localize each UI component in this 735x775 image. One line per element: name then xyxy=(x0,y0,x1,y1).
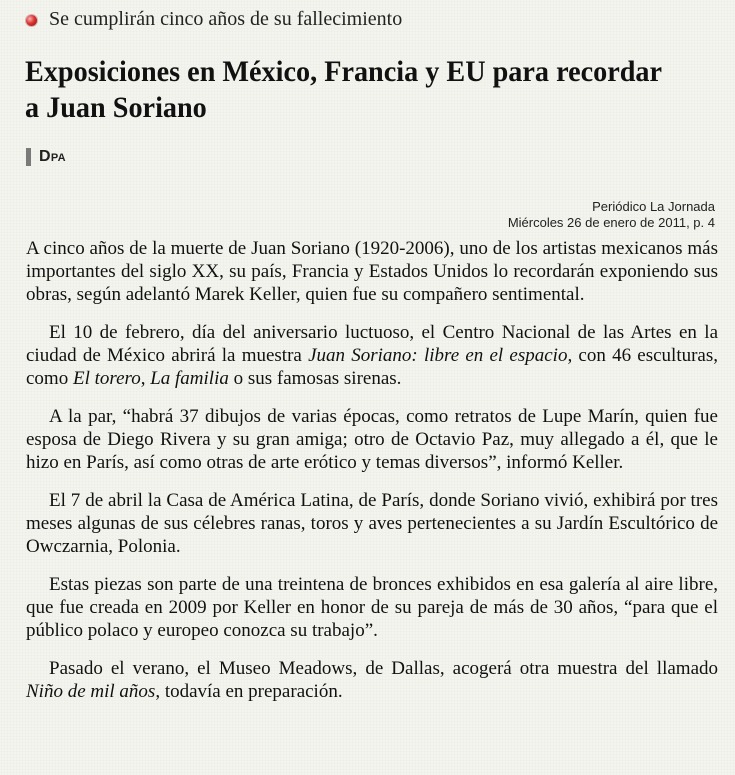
paragraph-4: El 7 de abril la Casa de América Latina, de París, donde Soriano vivió, exhibirá por tres meses algunas de sus célebres ranas, toros y aves pertenecientes a su Jardín Escultórico de Owczarnia, Polonia. xyxy=(26,490,718,557)
paragraph-1: A cinco años de la muerte de Juan Soriano (1920-2006), uno de los artistas mexicanos más importantes del siglo XX, su país, Francia y Estados Unidos lo recordarán exponiendo sus obras, según adelantó Marek Keller, quien fue su compañero sentimental. xyxy=(26,238,718,305)
source-date: Miércoles 26 de enero de 2011, p. 4 xyxy=(507,215,715,230)
paragraph-6-text: Pasado el verano, el Museo Meadows, de Dallas, acogerá otra muestra del llamado xyxy=(49,658,718,679)
artwork-title: El torero xyxy=(72,368,141,389)
headline: Exposiciones en México, Francia y EU para recordar a Juan Soriano xyxy=(25,55,662,124)
paragraph-2 xyxy=(26,321,718,390)
byline-author: Dpa xyxy=(39,148,66,165)
nickname-title: Niño de mil años xyxy=(26,681,156,702)
paragraph-6-text: , todavía en preparación. xyxy=(155,681,343,702)
paragraph-2-text: El 10 de febrero, día del aniversario luctuoso, el Centro Nacional de las Artes en la ciudad de México abrirá la muestra xyxy=(26,322,718,366)
artwork-title: La familia xyxy=(150,368,229,389)
article-body xyxy=(26,237,718,718)
paragraph-2-text: con 46 esculturas, como xyxy=(26,345,719,389)
kicker-text: Se cumplirán cinco años de su fallecimiento xyxy=(49,8,403,30)
byline-bar xyxy=(26,148,31,166)
paragraph-2-text: , xyxy=(140,368,151,389)
exhibition-title: Juan Soriano: libre en el espacio, xyxy=(308,345,573,366)
source-info xyxy=(508,199,715,231)
source-publication: Periódico La Jornada xyxy=(592,199,715,214)
paragraph-6 xyxy=(26,657,718,703)
paragraph-2-text: o sus famosas sirenas. xyxy=(228,368,402,389)
paragraph-5: Estas piezas son parte de una treintena de bronces exhibidos en esa galería al aire libre, que fue creada en 2009 por Keller en honor de su pareja de más de 30 años, “para que el público polaco y europeo conozca su trabajo”. xyxy=(26,574,718,641)
paragraph-3: A la par, “habrá 37 dibujos de varias épocas, como retratos de Lupe Marín, quien fue esposa de Diego Rivera y su gran amiga; otro de Octavio Paz, muy allegado a él, que le hizo en París, así como otras de arte erótico y temas diversos”, informó Keller. xyxy=(26,406,718,473)
red-bullet-icon xyxy=(26,15,37,26)
kicker xyxy=(26,8,402,31)
byline xyxy=(26,148,66,166)
